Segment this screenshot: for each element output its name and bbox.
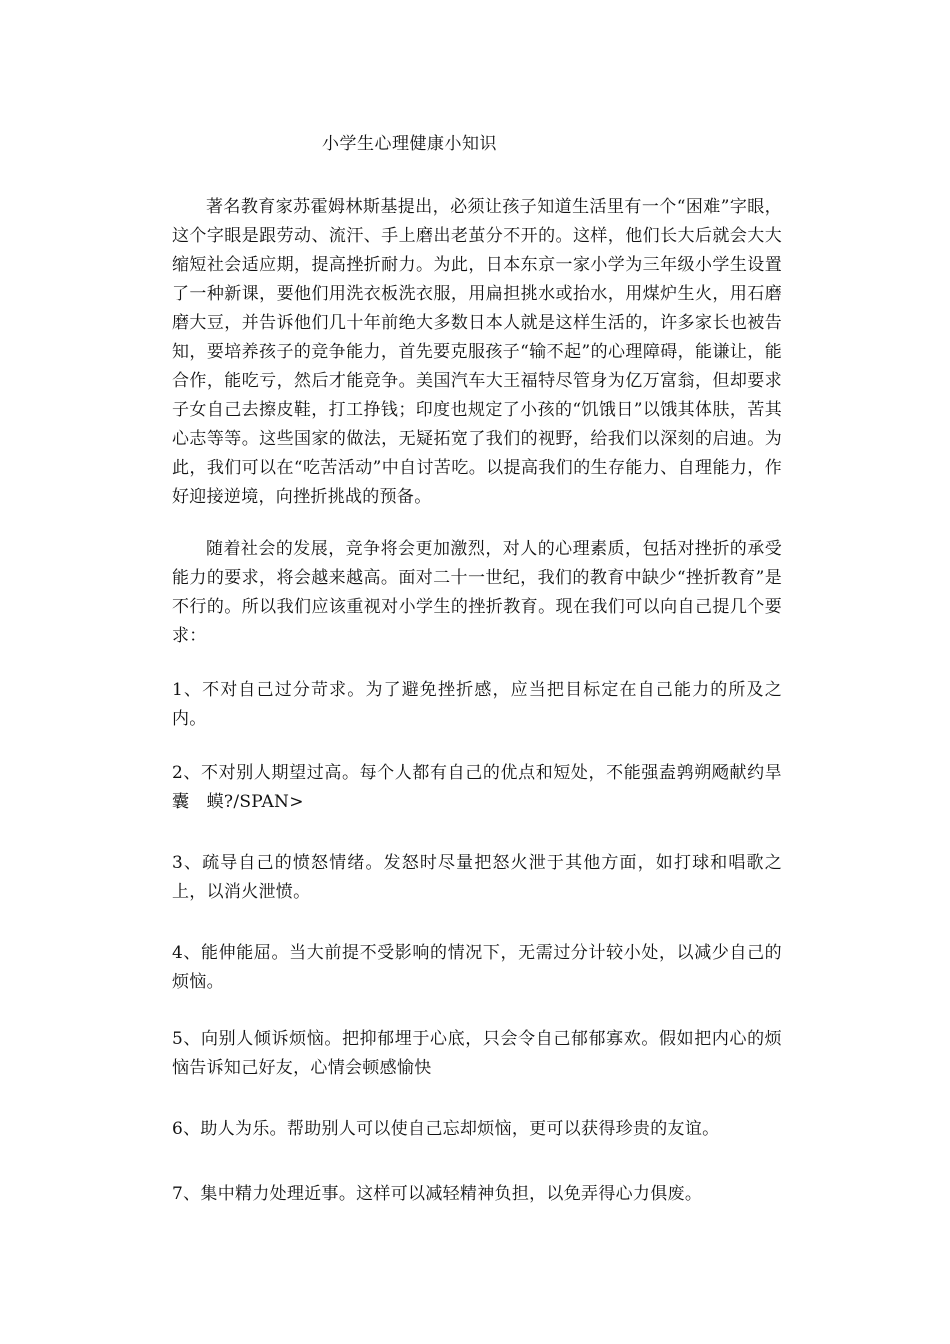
body-paragraph: 著名教育家苏霍姆林斯基提出，必须让孩子知道生活里有一个“困难”字眼，这个字眼是跟劳动、流汗、手上磨出老茧分不开的。这样，他们长大后就会大大缩短社会适应期，提高挫折耐力。为此，日本东京一家小学为三年级小学生设置了一种新课，要他们用洗衣板洗衣服，用扁担挑水或抬水，用煤炉生火，用石磨磨大豆，并告诉他们几十年前绝大多数日本人就是这样生活的，许多家长也被告知，要培养孩子的竞争能力，首先要克服孩子“输不起”的心理障碍，能谦让，能合作，能吃亏，然后才能竞争。美国汽车大王福特尽管身为亿万富翁，但却要求子女自己去擦皮鞋，打工挣钱；印度也规定了小孩的“饥饿日”以饿其体肤，苦其心志等等。这些国家的做法，无疑拓宽了我们的视野，给我们以深刻的启迪。为此，我们可以在“吃苦活动”中自讨苦吃。以提高我们的生存能力、自理能力，作好迎接逆境，向挫折挑战的预备。 bbox=[172, 197, 782, 507]
body-paragraph: 随着社会的发展，竞争将会更加激烈，对人的心理素质，包括对挫折的承受能力的要求，将会越来越高。面对二十一世纪，我们的教育中缺少“挫折教育”是不行的。所以我们应该重视对小学生的挫折教育。现在我们可以向自己提几个要求： bbox=[172, 539, 782, 646]
list-item: 3、疏导自己的愤怒情绪。发怒时尽量把怒火泄于其他方面，如打球和唱歌之上，以消火泄愤。 bbox=[172, 853, 782, 902]
list-item: 6、助人为乐。帮助别人可以使自己忘却烦恼，更可以获得珍贵的友谊。 bbox=[172, 1119, 720, 1139]
list-item: 2、不对别人期望过高。每个人都有自己的优点和短处，不能强盍鹑朔飏献约旱囊 蟆?/SPAN> bbox=[172, 763, 782, 812]
list-item: 1、不对自己过分苛求。为了避免挫折感，应当把目标定在自己能力的所及之内。 bbox=[172, 680, 782, 729]
list-item: 7、集中精力处理近事。这样可以减轻精神负担，以免弄得心力俱废。 bbox=[172, 1184, 703, 1204]
list-item: 4、能伸能屈。当大前提不受影响的情况下，无需过分计较小处，以减少自己的烦恼。 bbox=[172, 943, 782, 992]
list-item: 5、向别人倾诉烦恼。把抑郁埋于心底，只会令自己郁郁寡欢。假如把内心的烦恼告诉知己好友，心情会顿感愉快 bbox=[172, 1029, 782, 1078]
page-title: 小学生心理健康小知识 bbox=[322, 134, 497, 154]
